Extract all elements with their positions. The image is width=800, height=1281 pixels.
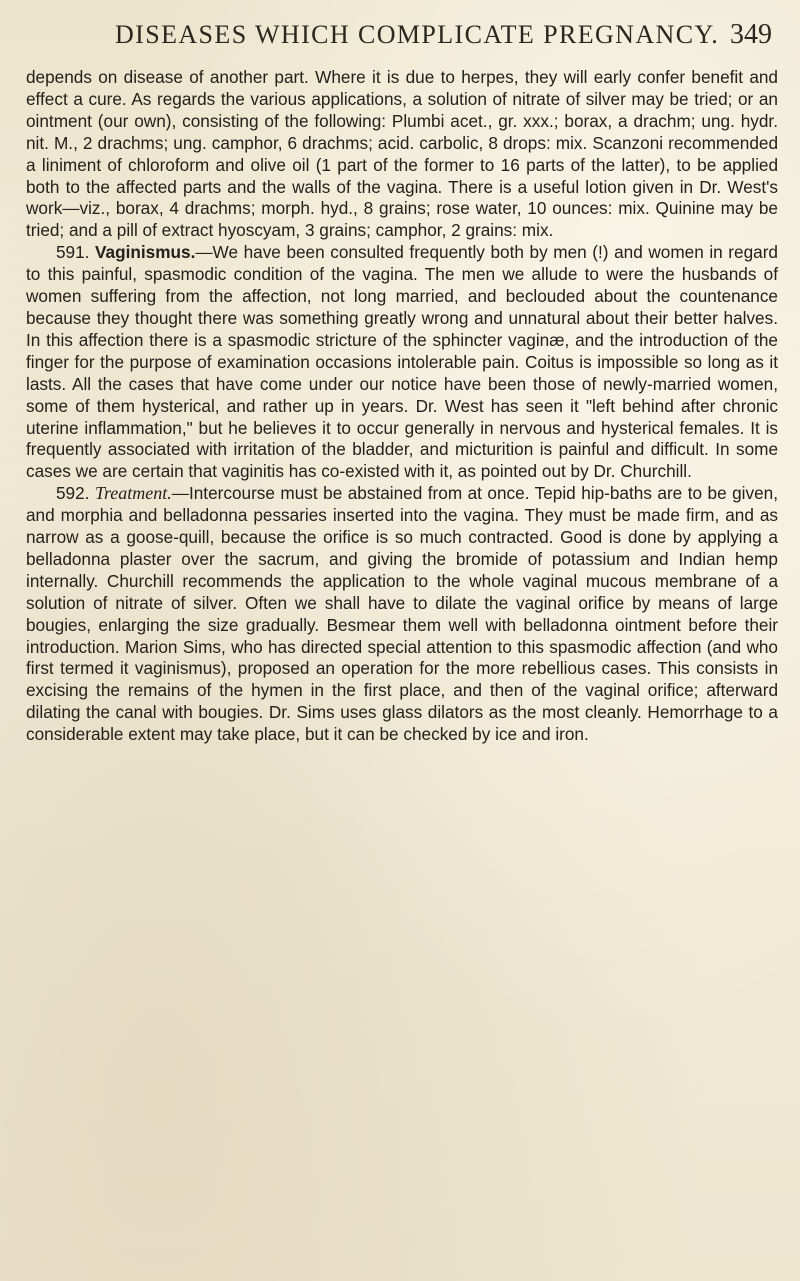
page-number: 349 bbox=[730, 19, 772, 50]
section-number-592: 592. bbox=[56, 483, 90, 504]
paragraph-592 bbox=[26, 483, 778, 746]
paragraph-591 bbox=[26, 242, 778, 483]
section-text-591: —We have been consulted frequently both by men (!) and women in regard to this painful, spasmodic condition of the vagina. The men we allude to were the husbands of women suffering from the affection, not long married, and beclouded about the countenance because they thought there was something greatly wrong and unnatural about their better halves. In this affection there is a spasmodic stricture of the sphincter vaginæ, and the introduction of the finger for the purpose of examination occasions intolerable pain. Coitus is impossible so long as it lasts. All the cases that have come under our notice have been those of newly-married women, some of them hysterical, and rather up in years. Dr. West has seen it "left behind after chronic uterine inflammation," but he believes it to occur generally in nervous and hysterical females. It is frequently associated with irritation of the bladder, and micturition is painful and difficult. In some cases we are certain that vaginitis has co-existed with it, as pointed out by Dr. Churchill. bbox=[26, 242, 778, 482]
paragraph-continued: depends on disease of another part. Where it is due to herpes, they will early confer benefit and effect a cure. As regards the various applications, a solution of nitrate of silver may be tried; or an ointment (our own), consisting of the following: Plumbi acet., gr. xxx.; borax, a drachm; ung. hydr. nit. M., 2 drachms; ung. camphor, 6 drachms; acid. carbolic, 8 drops: mix. Scanzoni recommended a liniment of chloroform and olive oil (1 part of the former to 16 parts of the latter), to be applied both to the affected parts and the walls of the vagina. There is a useful lotion given in Dr. West's work—viz., borax, 4 drachms; morph. hyd., 8 grains; rose water, 10 ounces: mix. Quinine may be tried; and a pill of extract hyoscyam, 3 grains; camphor, 2 grains: mix. bbox=[26, 67, 778, 241]
body-text bbox=[26, 67, 778, 746]
section-number-591: 591. bbox=[56, 242, 90, 263]
section-text-592: —Intercourse must be abstained from at once. Tepid hip-baths are to be given, and morphia and belladonna pessaries inserted into the vagina. They must be made firm, and as narrow as a goose-quill, because the orifice is so much contracted. Good is done by applying a belladonna plaster over the sacrum, and giving the bromide of potassium and Indian hemp internally. Churchill recommends the application to the whole vaginal mucous membrane of a solution of nitrate of silver. Often we shall have to dilate the vaginal orifice by means of large bougies, enlarging the size gradually. Besmear them well with belladonna ointment before their introduction. Marion Sims, who has directed special attention to this spasmodic affection (and who first termed it vaginismus), proposed an operation for the more rebellious cases. This consists in excising the remains of the hymen in the first place, and then of the vaginal orifice; afterward dilating the canal with bougies. Dr. Sims uses glass dilators as the most cleanly. Hemorrhage to a considerable extent may take place, but it can be checked by ice and iron. bbox=[26, 483, 778, 745]
running-title: DISEASES WHICH COMPLICATE PREGNANCY. bbox=[115, 20, 720, 49]
section-heading-treatment: Treatment. bbox=[94, 483, 172, 504]
section-heading-vaginismus: Vaginismus. bbox=[95, 242, 196, 263]
